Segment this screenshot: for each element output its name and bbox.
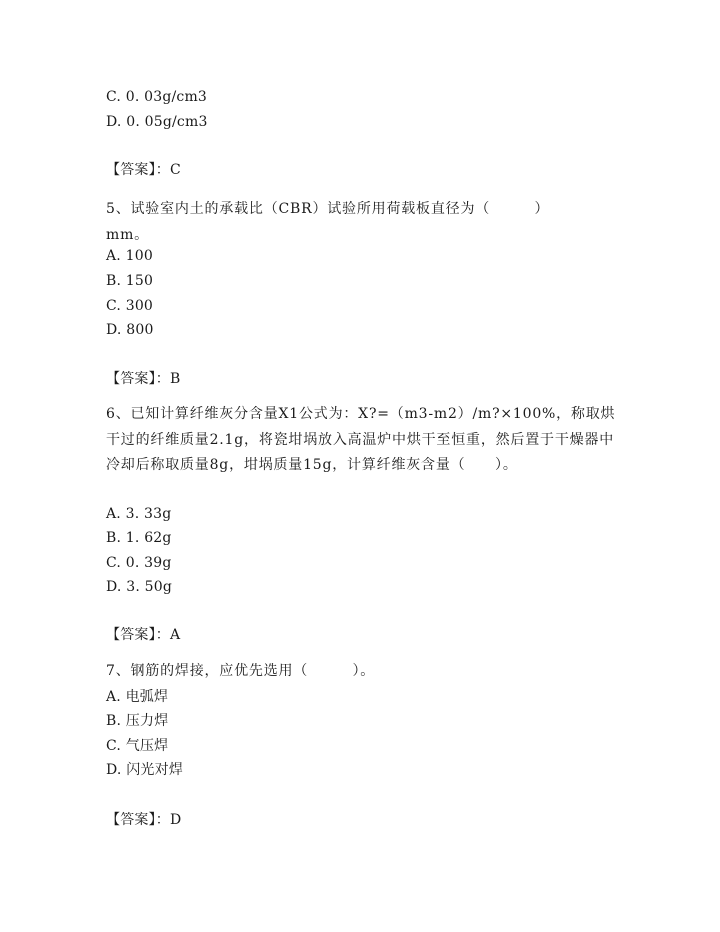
option-a: A. 3. 33g xyxy=(106,506,172,522)
option-c: C. 气压焊 xyxy=(106,738,169,754)
option-d: D. 0. 05g/cm3 xyxy=(106,114,208,130)
option-c: C. 300 xyxy=(106,298,154,314)
answer-line: 【答案】：D xyxy=(106,812,182,828)
option-d: D. 闪光对焊 xyxy=(106,762,184,778)
question-6-text: 6、已知计算纤维灰分含量X1公式为：X?=（m3-m2）/m?×100%，称取烘干过的纤维质量2.1g，将瓷坩埚放入高温炉中烘干至恒重，然后置于干燥器中冷却后称取质量8g，坩埚质量15g，计算纤维灰含量（ ）。 xyxy=(106,406,616,473)
answer-line: 【答案】：B xyxy=(106,371,181,387)
option-c: C. 0. 03g/cm3 xyxy=(106,89,208,105)
option-d: D. 800 xyxy=(106,322,154,338)
answer-line: 【答案】：A xyxy=(106,627,181,643)
option-b: B. 压力焊 xyxy=(106,713,169,729)
option-c: C. 0. 39g xyxy=(106,555,172,571)
option-a: A. 100 xyxy=(106,248,153,264)
question-5-text: 5、试验室内土的承载比（CBR）试验所用荷载板直径为（ ）mm。 xyxy=(106,201,550,243)
option-d: D. 3. 50g xyxy=(106,579,173,595)
question-7-text: 7、钢筋的焊接，应优先选用（ ）。 xyxy=(106,663,376,679)
answer-line: 【答案】：C xyxy=(106,162,181,178)
option-a: A. 电弧焊 xyxy=(106,689,169,705)
option-b: B. 150 xyxy=(106,273,154,289)
option-b: B. 1. 62g xyxy=(106,530,172,546)
